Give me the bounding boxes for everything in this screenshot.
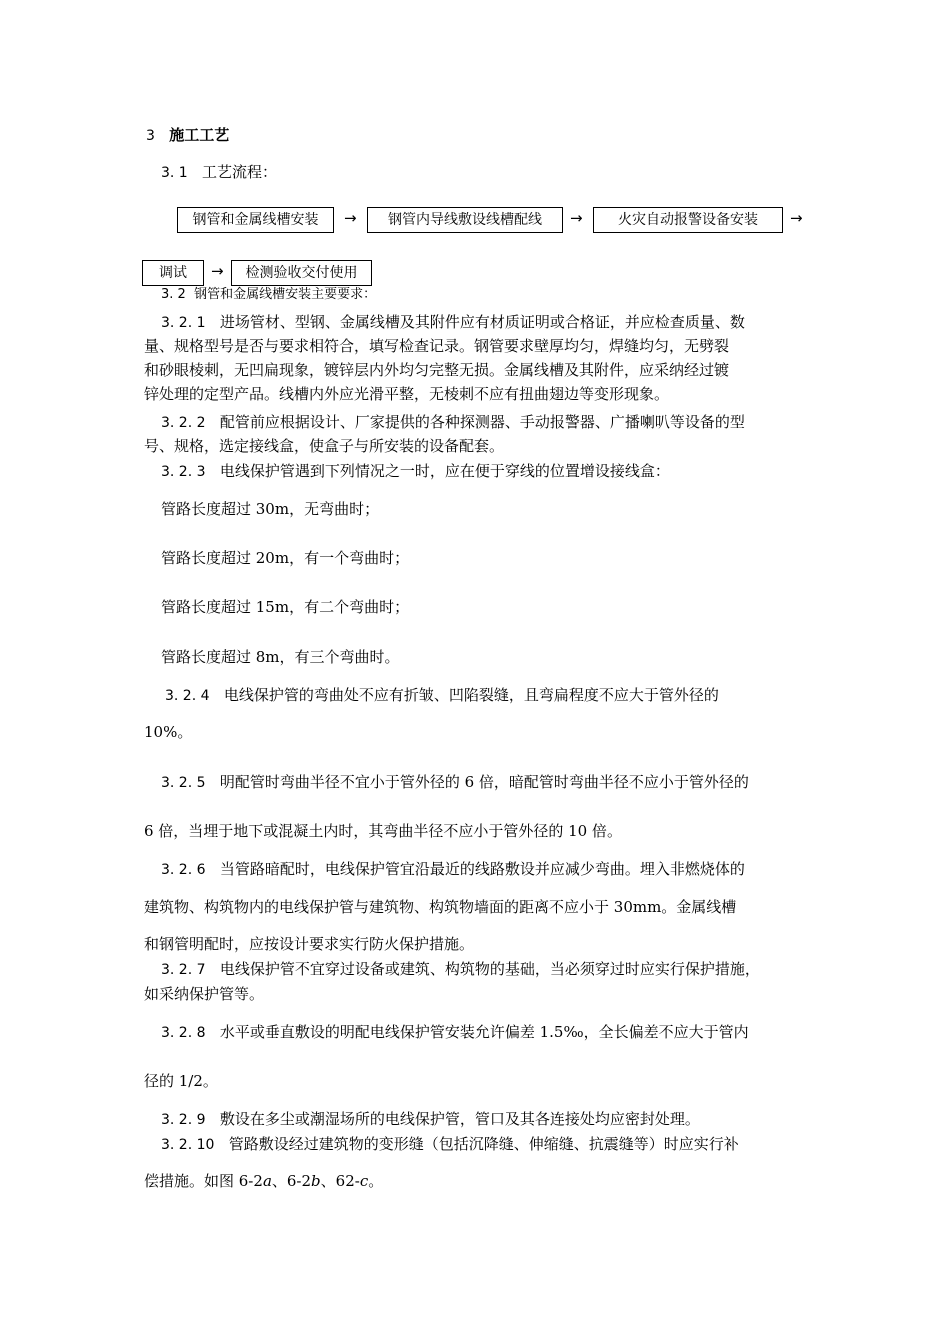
paragraph-3-2-8-line1: 3. 2. 8 水平或垂直敷设的明配电线保护管安装允许偏差 1.5‰，全长偏差不应大于管内 <box>161 1023 749 1041</box>
section-number: 3 <box>146 128 155 144</box>
flow-arrow: → <box>790 209 803 227</box>
subsection-3-2: 3. 2 钢管和金属线槽安装主要要求： <box>161 287 377 302</box>
paragraph-3-2-1-line3: 和砂眼棱刺，无凹扁现象，镀锌层内外均匀完整无损。金属线槽及其附件，应采纳经过镀 <box>144 361 730 379</box>
list-item: 管路长度超过 15m，有二个弯曲时； <box>161 598 410 616</box>
paragraph-3-2-1-line4: 锌处理的定型产品。线槽内外应光滑平整，无棱刺不应有扭曲翅边等变形现象。 <box>144 385 670 403</box>
flow-arrow: → <box>211 262 224 280</box>
paragraph-3-2-5-line1: 3. 2. 5 明配管时弯曲半径不宜小于管外径的 6 倍，暗配管时弯曲半径不应小于管外径的 <box>161 773 749 791</box>
paragraph-3-2-10-line2: 偿措施。如图 6-2a、6-2b、62-c。 <box>144 1172 384 1190</box>
section-heading <box>146 124 229 147</box>
paragraph-3-2-8-line2: 径的 1/2。 <box>144 1072 218 1090</box>
flow-arrow: → <box>570 209 583 227</box>
paragraph-3-2-1-line2: 量、规格型号是否与要求相符合，填写检查记录。钢管要求壁厚均匀，焊缝均匀，无劈裂 <box>144 337 730 355</box>
flow-step-alarm-install: 火灾自动报警设备安装 <box>593 207 783 233</box>
list-item: 管路长度超过 30m，无弯曲时； <box>161 500 380 518</box>
paragraph-3-2-6-line2: 建筑物、构筑物内的电线保护管与建筑物、构筑物墙面的距离不应小于 30mm。金属线槽 <box>144 898 737 916</box>
flow-step-acceptance: 检测验收交付使用 <box>231 260 372 286</box>
paragraph-3-2-4-line2: 10%。 <box>144 723 193 741</box>
paragraph-3-2-9: 3. 2. 9 敷设在多尘或潮湿场所的电线保护管，管口及其各连接处均应密封处理。 <box>161 1110 700 1128</box>
paragraph-3-2-6-line3: 和钢管明配时，应按设计要求实行防火保护措施。 <box>144 935 475 953</box>
paragraph-3-2-2-line2: 号、规格，选定接线盒，使盒子与所安装的设备配套。 <box>144 437 505 455</box>
flow-step-wiring: 钢管内导线敷设线槽配线 <box>367 207 563 233</box>
paragraph-3-2-1-line1: 3. 2. 1 进场管材、型钢、金属线槽及其附件应有材质证明或合格证，并应检查质量、数 <box>161 313 745 331</box>
flow-step-debug: 调试 <box>142 260 204 286</box>
paragraph-3-2-10-line1: 3. 2. 10 管路敷设经过建筑物的变形缝（包括沉降缝、伸缩缝、抗震缝等）时应实行补 <box>161 1135 739 1153</box>
paragraph-3-2-5-line2: 6 倍，当埋于地下或混凝土内时，其弯曲半径不应小于管外径的 10 倍。 <box>144 822 622 840</box>
paragraph-3-2-7-line1: 3. 2. 7 电线保护管不宜穿过设备或建筑、构筑物的基础，当必须穿过时应实行保护措施， <box>161 960 760 978</box>
paragraph-3-2-6-line1: 3. 2. 6 当管路暗配时，电线保护管宜沿最近的线路敷设并应减少弯曲。埋入非燃烧体的 <box>161 860 745 878</box>
flow-step-steel-pipe-install: 钢管和金属线槽安装 <box>177 207 334 233</box>
paragraph-3-2-4-line1: 3. 2. 4 电线保护管的弯曲处不应有折皱、凹陷裂缝，且弯扁程度不应大于管外径的 <box>165 686 719 704</box>
paragraph-3-2-7-line2: 如采纳保护管等。 <box>144 985 265 1003</box>
paragraph-3-2-2-line1: 3. 2. 2 配管前应根据设计、厂家提供的各种探测器、手动报警器、广播喇叭等设备的型 <box>161 413 745 431</box>
list-item: 管路长度超过 8m，有三个弯曲时。 <box>161 648 400 666</box>
flow-arrow: → <box>344 209 357 227</box>
section-title: 施工工艺 <box>169 126 230 144</box>
subsection-3-1: 3. 1 工艺流程： <box>161 163 278 181</box>
list-item: 管路长度超过 20m，有一个弯曲时； <box>161 549 410 567</box>
paragraph-3-2-3: 3. 2. 3 电线保护管遇到下列情况之一时，应在便于穿线的位置增设接线盒： <box>161 462 670 480</box>
